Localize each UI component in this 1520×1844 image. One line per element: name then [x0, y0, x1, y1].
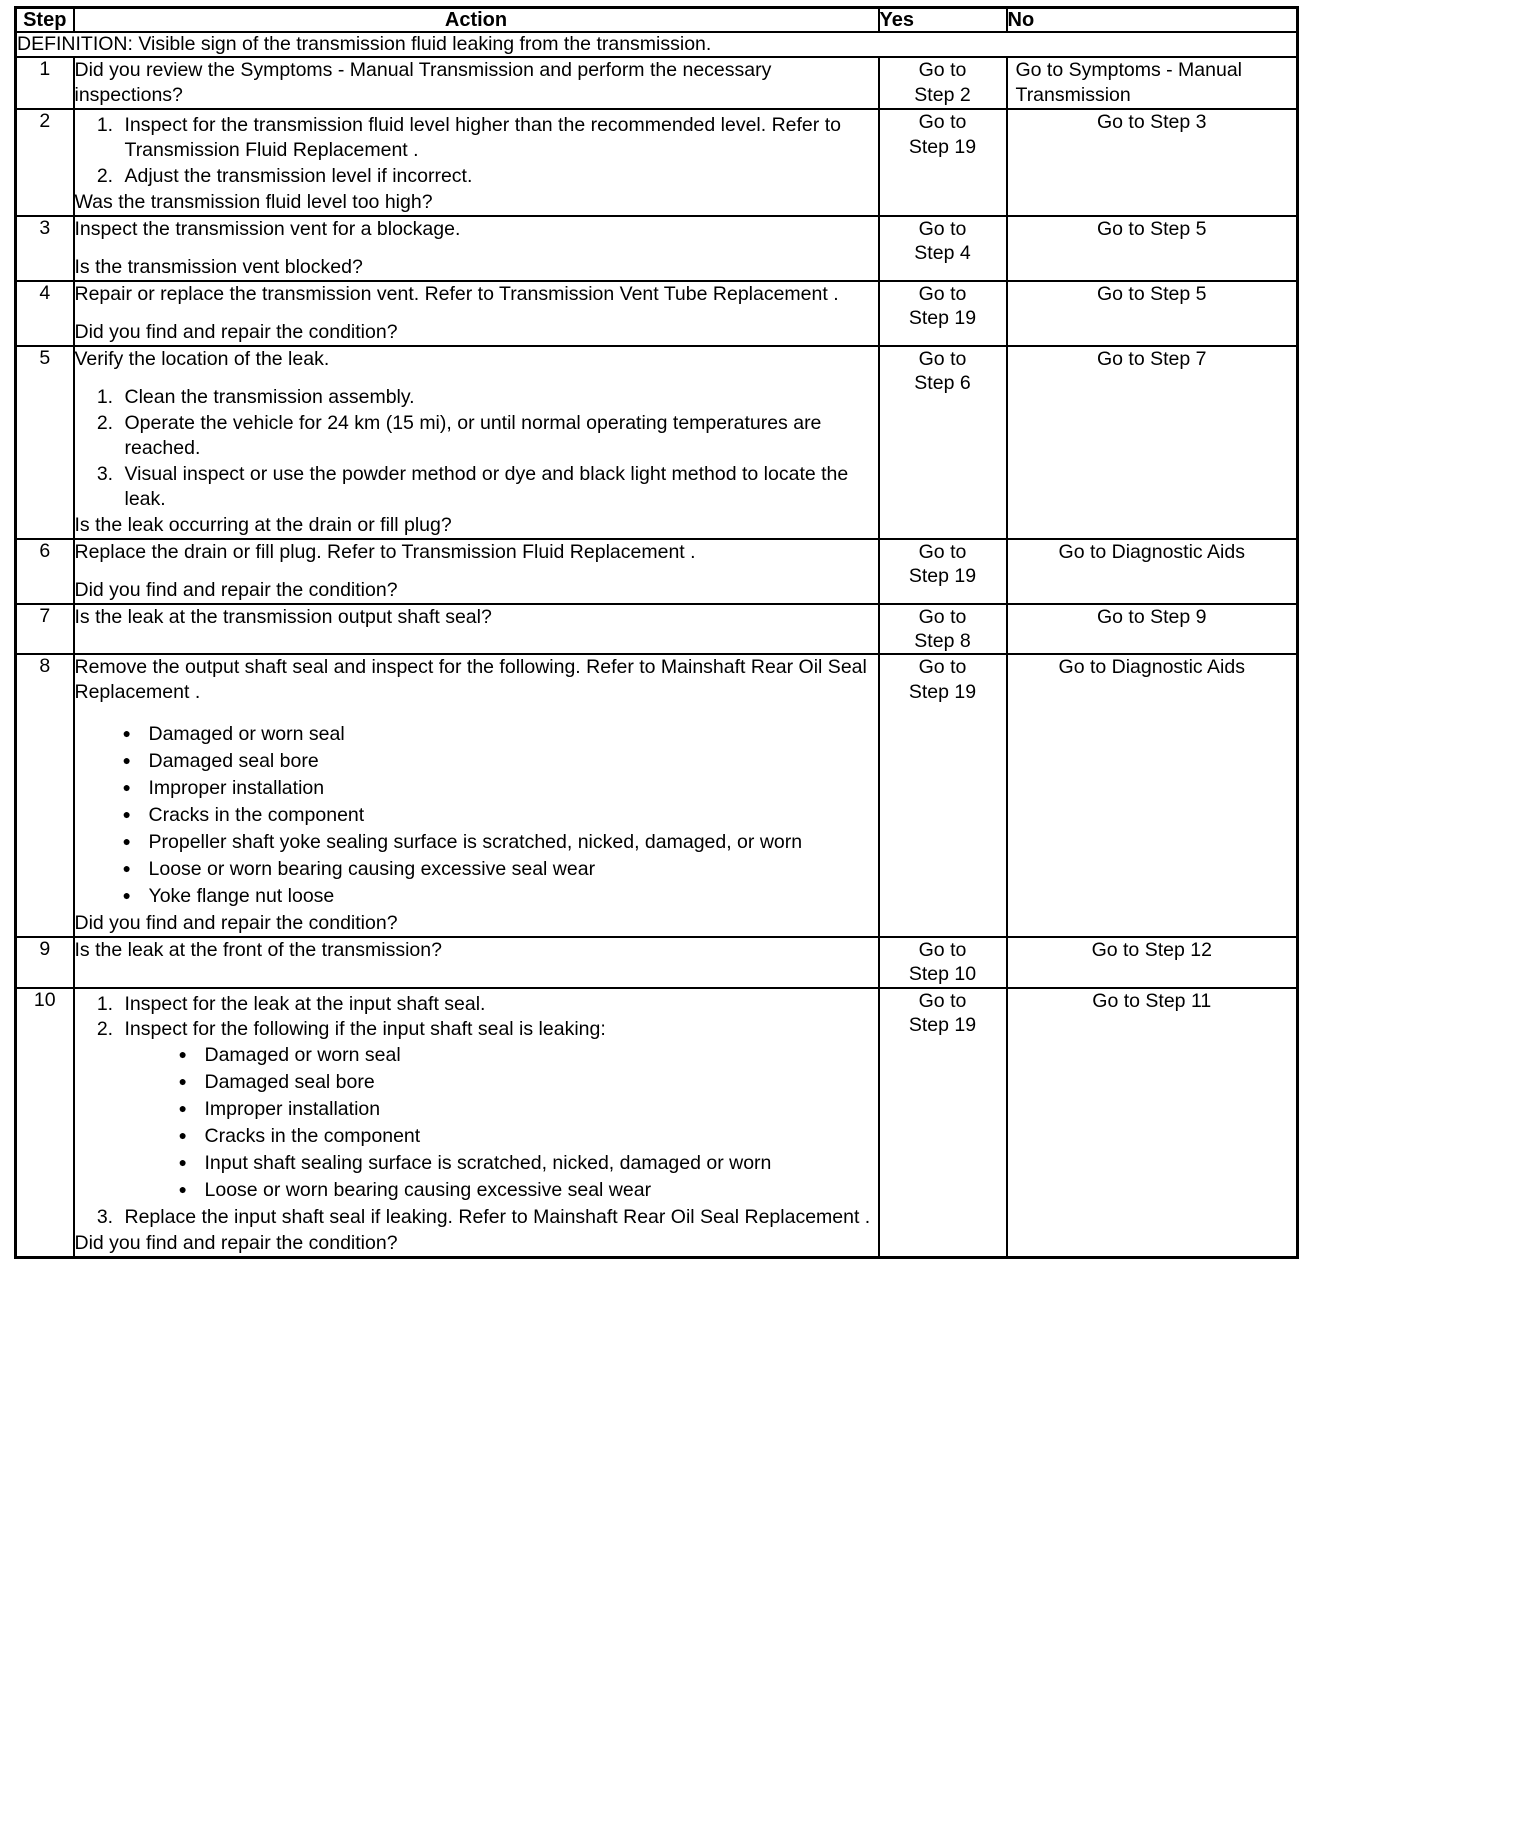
table-row [16, 539, 1298, 604]
list-item: ● Loose or worn bearing causing excessive seal wear [123, 857, 878, 882]
action-question: Did you find and repair the condition? [74, 320, 398, 343]
yes-line-2: Step 10 [908, 963, 977, 986]
yes-line-2: Step 2 [914, 83, 971, 106]
yes-line-1: Go to [918, 111, 967, 134]
yes-cell [879, 937, 1007, 988]
table-row [16, 109, 1298, 216]
list-item: ● Damaged seal bore [123, 749, 878, 774]
table-row [16, 281, 1298, 346]
action-cell [74, 604, 879, 655]
list-item: 1. Inspect for the leak at the input shaft seal. [119, 992, 878, 1017]
no-cell: Go to Step 7 [1007, 346, 1298, 539]
yes-line-2: Step 8 [914, 629, 971, 652]
action-cell [74, 57, 879, 109]
action-intro: Remove the output shaft seal and inspect for the following. Refer to Mainshaft Rear Oil Seal Replacement . [74, 656, 867, 704]
no-cell: Go to Step 5 [1007, 281, 1298, 346]
action-intro: Verify the location of the leak. [74, 347, 330, 370]
table-row [16, 988, 1298, 1258]
yes-line-2: Step 19 [908, 307, 977, 330]
list-item: 3. Replace the input shaft seal if leaking. Refer to Mainshaft Rear Oil Seal Replacement . [119, 1205, 878, 1230]
step-number: 1 [16, 57, 74, 109]
yes-cell [879, 281, 1007, 346]
numbered-list [75, 385, 878, 512]
spacer [75, 372, 878, 382]
list-item: ● Damaged seal bore [179, 1070, 878, 1095]
list-item: 2. Adjust the transmission level if incorrect. [119, 164, 878, 189]
list-item: ● Improper installation [179, 1097, 878, 1122]
yes-cell [879, 216, 1007, 281]
yes-line-1: Go to [918, 656, 967, 679]
step-number: 2 [16, 109, 74, 216]
column-header-no: No [1007, 8, 1298, 33]
definition-text: DEFINITION: Visible sign of the transmission fluid leaking from the transmission. [16, 32, 1298, 57]
action-question: Did you find and repair the condition? [74, 1232, 398, 1255]
spacer [75, 705, 878, 719]
action-question: Was the transmission fluid level too high? [74, 191, 433, 214]
list-item: ● Loose or worn bearing causing excessive seal wear [179, 1178, 878, 1203]
action-cell [74, 654, 879, 937]
list-item: ● Damaged or worn seal [179, 1043, 878, 1068]
list-item: 1. Clean the transmission assembly. [119, 385, 878, 410]
list-item: ● Input shaft sealing surface is scratched, nicked, damaged or worn [179, 1151, 878, 1176]
action-question: Is the leak occurring at the drain or fill plug? [74, 513, 452, 536]
step-number: 5 [16, 346, 74, 539]
column-header-yes: Yes [879, 8, 1007, 33]
action-cell [74, 937, 879, 988]
action-intro: Repair or replace the transmission vent. Refer to Transmission Vent Tube Replacement . [74, 283, 839, 306]
list-item: 2. Operate the vehicle for 24 km (15 mi), or until normal operating temperatures are reached. [119, 411, 878, 461]
no-cell: Go to Diagnostic Aids [1007, 654, 1298, 937]
table-header-row [16, 8, 1298, 33]
step-number: 4 [16, 281, 74, 346]
no-cell: Go to Step 12 [1007, 937, 1298, 988]
list-item: 3. Visual inspect or use the powder method or dye and black light method to locate the leak. [119, 462, 878, 512]
yes-line-1: Go to [918, 989, 967, 1012]
step-number: 9 [16, 937, 74, 988]
yes-line-1: Go to [918, 347, 967, 370]
list-item: ● Damaged or worn seal [123, 722, 878, 747]
action-text: Did you review the Symptoms - Manual Transmission and perform the necessary inspections? [74, 59, 772, 107]
list-item-text: Inspect for the following if the input shaft seal is leaking: [124, 1018, 606, 1041]
table-row [16, 937, 1298, 988]
table-row [16, 604, 1298, 655]
no-cell: Go to Step 5 [1007, 216, 1298, 281]
action-question: Did you find and repair the condition? [74, 578, 398, 601]
action-cell [74, 281, 879, 346]
table-row [16, 216, 1298, 281]
diagnostic-table [14, 6, 1299, 1259]
yes-line-1: Go to [918, 283, 967, 306]
table-row [16, 654, 1298, 937]
list-item [119, 1017, 878, 1203]
no-cell: Go to Step 9 [1007, 604, 1298, 655]
yes-line-2: Step 19 [908, 135, 977, 158]
yes-cell [879, 539, 1007, 604]
table-row [16, 57, 1298, 109]
step-number: 10 [16, 988, 74, 1258]
yes-cell [879, 988, 1007, 1258]
bullet-list [75, 722, 878, 909]
yes-line-1: Go to [918, 218, 967, 241]
numbered-list [75, 113, 878, 189]
sub-bullet-list [125, 1043, 878, 1203]
yes-cell [879, 346, 1007, 539]
no-cell: Go to Step 11 [1007, 988, 1298, 1258]
yes-cell [879, 604, 1007, 655]
step-number: 8 [16, 654, 74, 937]
numbered-list [75, 992, 878, 1231]
yes-line-2: Step 19 [908, 680, 977, 703]
yes-line-2: Step 19 [908, 564, 977, 587]
action-question: Is the transmission vent blocked? [74, 256, 363, 279]
step-number: 6 [16, 539, 74, 604]
action-intro: Is the leak at the transmission output shaft seal? [74, 605, 492, 628]
table-row [16, 346, 1298, 539]
yes-line-1: Go to [918, 540, 967, 563]
action-intro: Is the leak at the front of the transmission? [74, 938, 442, 961]
no-cell: Go to Step 3 [1007, 109, 1298, 216]
list-item: ● Yoke flange nut loose [123, 884, 878, 909]
action-cell [74, 109, 879, 216]
list-item: ● Cracks in the component [179, 1124, 878, 1149]
action-cell [74, 216, 879, 281]
yes-line-2: Step 19 [908, 1013, 977, 1036]
action-question: Did you find and repair the condition? [74, 911, 398, 934]
list-item: ● Propeller shaft yoke sealing surface is scratched, nicked, damaged, or worn [123, 830, 878, 855]
list-item: 1. Inspect for the transmission fluid level higher than the recommended level. Refer to Transmission Fluid Replacement . [119, 113, 878, 163]
column-header-step: Step [16, 8, 74, 33]
action-intro: Inspect the transmission vent for a blockage. [74, 218, 461, 241]
yes-line-2: Step 4 [914, 242, 971, 265]
yes-cell [879, 57, 1007, 109]
step-number: 7 [16, 604, 74, 655]
yes-line-1: Go to [918, 938, 967, 961]
action-intro: Replace the drain or fill plug. Refer to Transmission Fluid Replacement . [74, 540, 696, 563]
column-header-action: Action [74, 8, 879, 33]
yes-cell [879, 654, 1007, 937]
action-cell [74, 346, 879, 539]
action-cell [74, 988, 879, 1258]
definition-row [16, 32, 1298, 57]
action-cell [74, 539, 879, 604]
step-number: 3 [16, 216, 74, 281]
yes-line-1: Go to [918, 59, 967, 82]
list-item: ● Improper installation [123, 776, 878, 801]
yes-line-2: Step 6 [914, 372, 971, 395]
list-item: ● Cracks in the component [123, 803, 878, 828]
no-cell: Go to Diagnostic Aids [1007, 539, 1298, 604]
no-cell: Go to Symptoms - Manual Transmission [1007, 57, 1298, 109]
yes-line-1: Go to [918, 605, 967, 628]
yes-cell [879, 109, 1007, 216]
